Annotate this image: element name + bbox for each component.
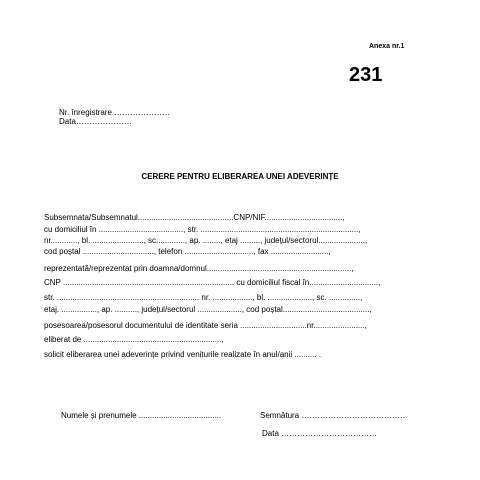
form-line-address: cu domiciliul în ......................................, str. .......................................................................,: [44, 225, 361, 234]
form-line-representative-cnp: CNP ............................................................................. cu domiciliul fiscal în...............................,: [44, 278, 381, 287]
registration-date-line: Data…………………: [59, 117, 132, 126]
form-line-request: solicit eliberarea unei adeverințe privind veniturile realizate în anul/anii .......... .: [44, 350, 322, 359]
form-number: 231: [349, 64, 383, 86]
signature-name-field: Numele și prenumele .....................................: [61, 411, 222, 420]
form-line-issued-by: eliberat de ..............................................................,: [44, 335, 224, 344]
form-line-representative-address: etaj. ................, ap. .........., județul/sectorul ...................., cod poștal.......................................,: [44, 305, 372, 314]
form-line-representative: reprezentată/reprezentat prin doamna/domnul.................................................................,: [44, 264, 354, 273]
form-line-contact: cod poștal ................................, telefon ..............................., fax ..........................,: [44, 247, 331, 256]
form-line-representative-street: str. ................................................................ nr. .................., bl. ...................., sc. ..............,: [44, 293, 363, 302]
form-line-applicant: Subsemnata/Subsemnatul...........................................CNP/NIF...................................,: [44, 213, 345, 222]
annex-label: Anexa nr.1: [369, 43, 405, 50]
document-title: CERERE PENTRU ELIBERAREA UNEI ADEVERINȚE: [141, 172, 339, 181]
form-line-identity-document: posesoarea/posesorul documentului de identitate seria ..............................nr.......................,: [44, 321, 367, 330]
registration-number-line: Nr. înregistrare …………………: [59, 108, 171, 117]
signature-field: Semnătura …………………………………: [260, 411, 406, 420]
form-line-address-details: nr............, bl. ......................., sc............., ap. ........, etaj ........., județul/sectorul.....................,: [44, 236, 368, 245]
signature-date-field: Data ………………………………: [262, 429, 378, 438]
